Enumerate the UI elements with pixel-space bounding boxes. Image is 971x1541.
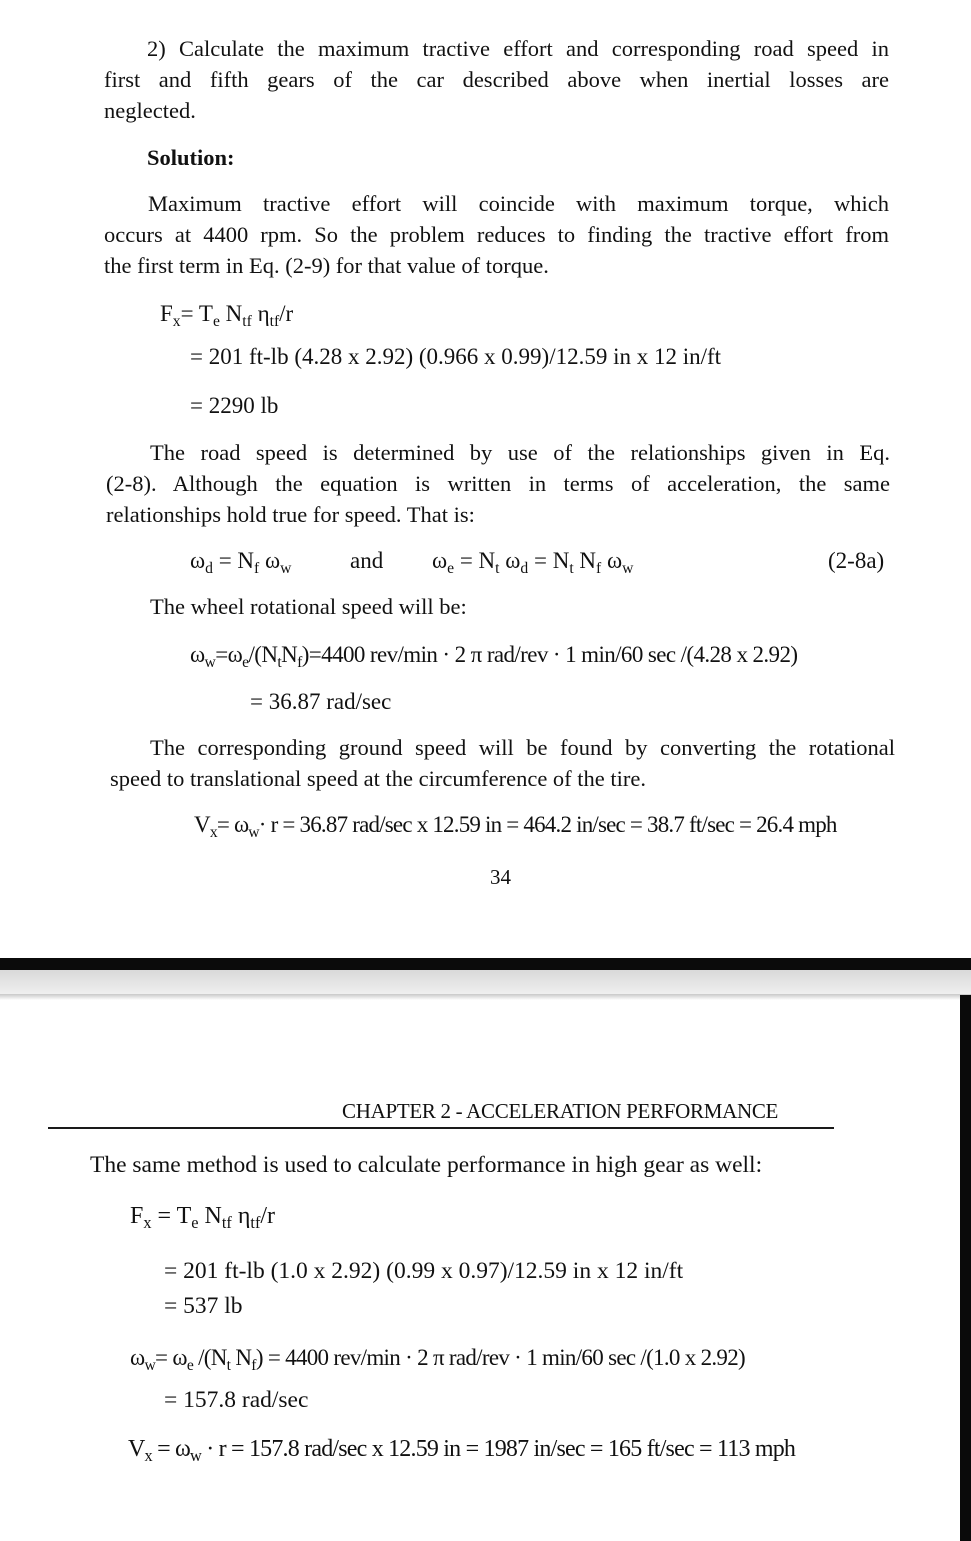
problem-statement-line-1: 2) Calculate the maximum tractive effort and corresponding road speed in — [147, 36, 889, 61]
page-35 — [0, 1000, 971, 1541]
paragraph-2-line-1: The road speed is determined by use of the relationships given in Eq. — [150, 440, 890, 465]
engine-speed-relation: $\omega_e = N_t$ $\omega_d = N_t$ $N_f$ $\omega_w$ — [432, 548, 634, 577]
paragraph-3-line-1: The corresponding ground speed will be found by converting the rotational — [150, 735, 895, 760]
tractive-effort-equation: $F_x= T_e$ $N_{tf}$ $\eta_{tf}/r$ — [160, 301, 294, 330]
high-gear-tractive-effort-calculation: = 201 ft-lb (1.0 x 2.92) (0.99 x 0.97)/12.59 in x 12 in/ft — [164, 1258, 684, 1284]
page-number: 34 — [490, 865, 511, 889]
paragraph-2-line-2: (2-8). Although the equation is written in terms of acceleration, the same — [106, 471, 890, 496]
scan-right-edge — [960, 995, 971, 1541]
high-gear-tractive-effort-equation: $F_x = T_e$ $N_{tf}$ $\eta_{tf}/r$ — [130, 1203, 276, 1232]
wheel-speed-intro: The wheel rotational speed will be: — [150, 594, 467, 619]
problem-statement-line-2: first and fifth gears of the car described above when inertial losses are — [104, 67, 889, 92]
and-text: and — [350, 548, 384, 573]
high-gear-wheel-speed-result: = 157.8 rad/sec — [164, 1387, 309, 1413]
driveshaft-speed-relation: $\omega_d = N_f$ $\omega_w$ — [190, 548, 292, 577]
high-gear-intro: The same method is used to calculate performance in high gear as well: — [90, 1152, 763, 1178]
running-header: CHAPTER 2 - ACCELERATION PERFORMANCE — [342, 1099, 779, 1123]
paragraph-1-line-3: the first term in Eq. (2-9) for that value of torque. — [104, 253, 549, 278]
paragraph-3-line-2: speed to translational speed at the circumference of the tire. — [110, 766, 647, 791]
high-gear-tractive-effort-result: = 537 lb — [164, 1293, 243, 1319]
tractive-effort-result: = 2290 lb — [190, 393, 279, 418]
problem-statement-line-3: neglected. — [104, 98, 196, 123]
wheel-speed-result: = 36.87 rad/sec — [250, 689, 392, 714]
scan-edge-light — [0, 970, 971, 994]
paragraph-1-line-1: Maximum tractive effort will coincide with maximum torque, which — [148, 191, 889, 216]
scan-edge-dark — [0, 958, 971, 970]
high-gear-ground-speed-calculation: $V_x = \omega_w \cdot r = 157.8$ rad/sec x 12.59 in = 1987 in/sec = 165 ft/sec = 113 mph — [128, 1436, 796, 1465]
ground-speed-calculation: $V_x= \omega_w\cdot r = 36.87$ rad/sec x 12.59 in = 464.2 in/sec = 38.7 ft/sec = 26.4 mph — [194, 812, 837, 841]
wheel-speed-calculation: $\omega_w=\omega_e/(N_tN_f)=4400$ rev/min · 2 π rad/rev · 1 min/60 sec /(4.28 x 2.92) — [190, 642, 798, 671]
tractive-effort-calculation: = 201 ft-lb (4.28 x 2.92) (0.966 x 0.99)/12.59 in x 12 in/ft — [190, 344, 722, 369]
high-gear-wheel-speed-calculation: $\omega_w= \omega_e$ $/(N_t$ $N_f) = 4400$ rev/min · 2 π rad/rev · 1 min/60 sec /(1.0 x 2.92) — [130, 1345, 745, 1374]
solution-heading: Solution: — [147, 145, 235, 170]
paragraph-1-line-2: occurs at 4400 rpm. So the problem reduces to finding the tractive effort from — [104, 222, 889, 247]
header-rule — [48, 1127, 834, 1129]
paragraph-2-line-3: relationships hold true for speed. That is: — [106, 502, 475, 527]
equation-number: (2-8a) — [828, 548, 885, 573]
